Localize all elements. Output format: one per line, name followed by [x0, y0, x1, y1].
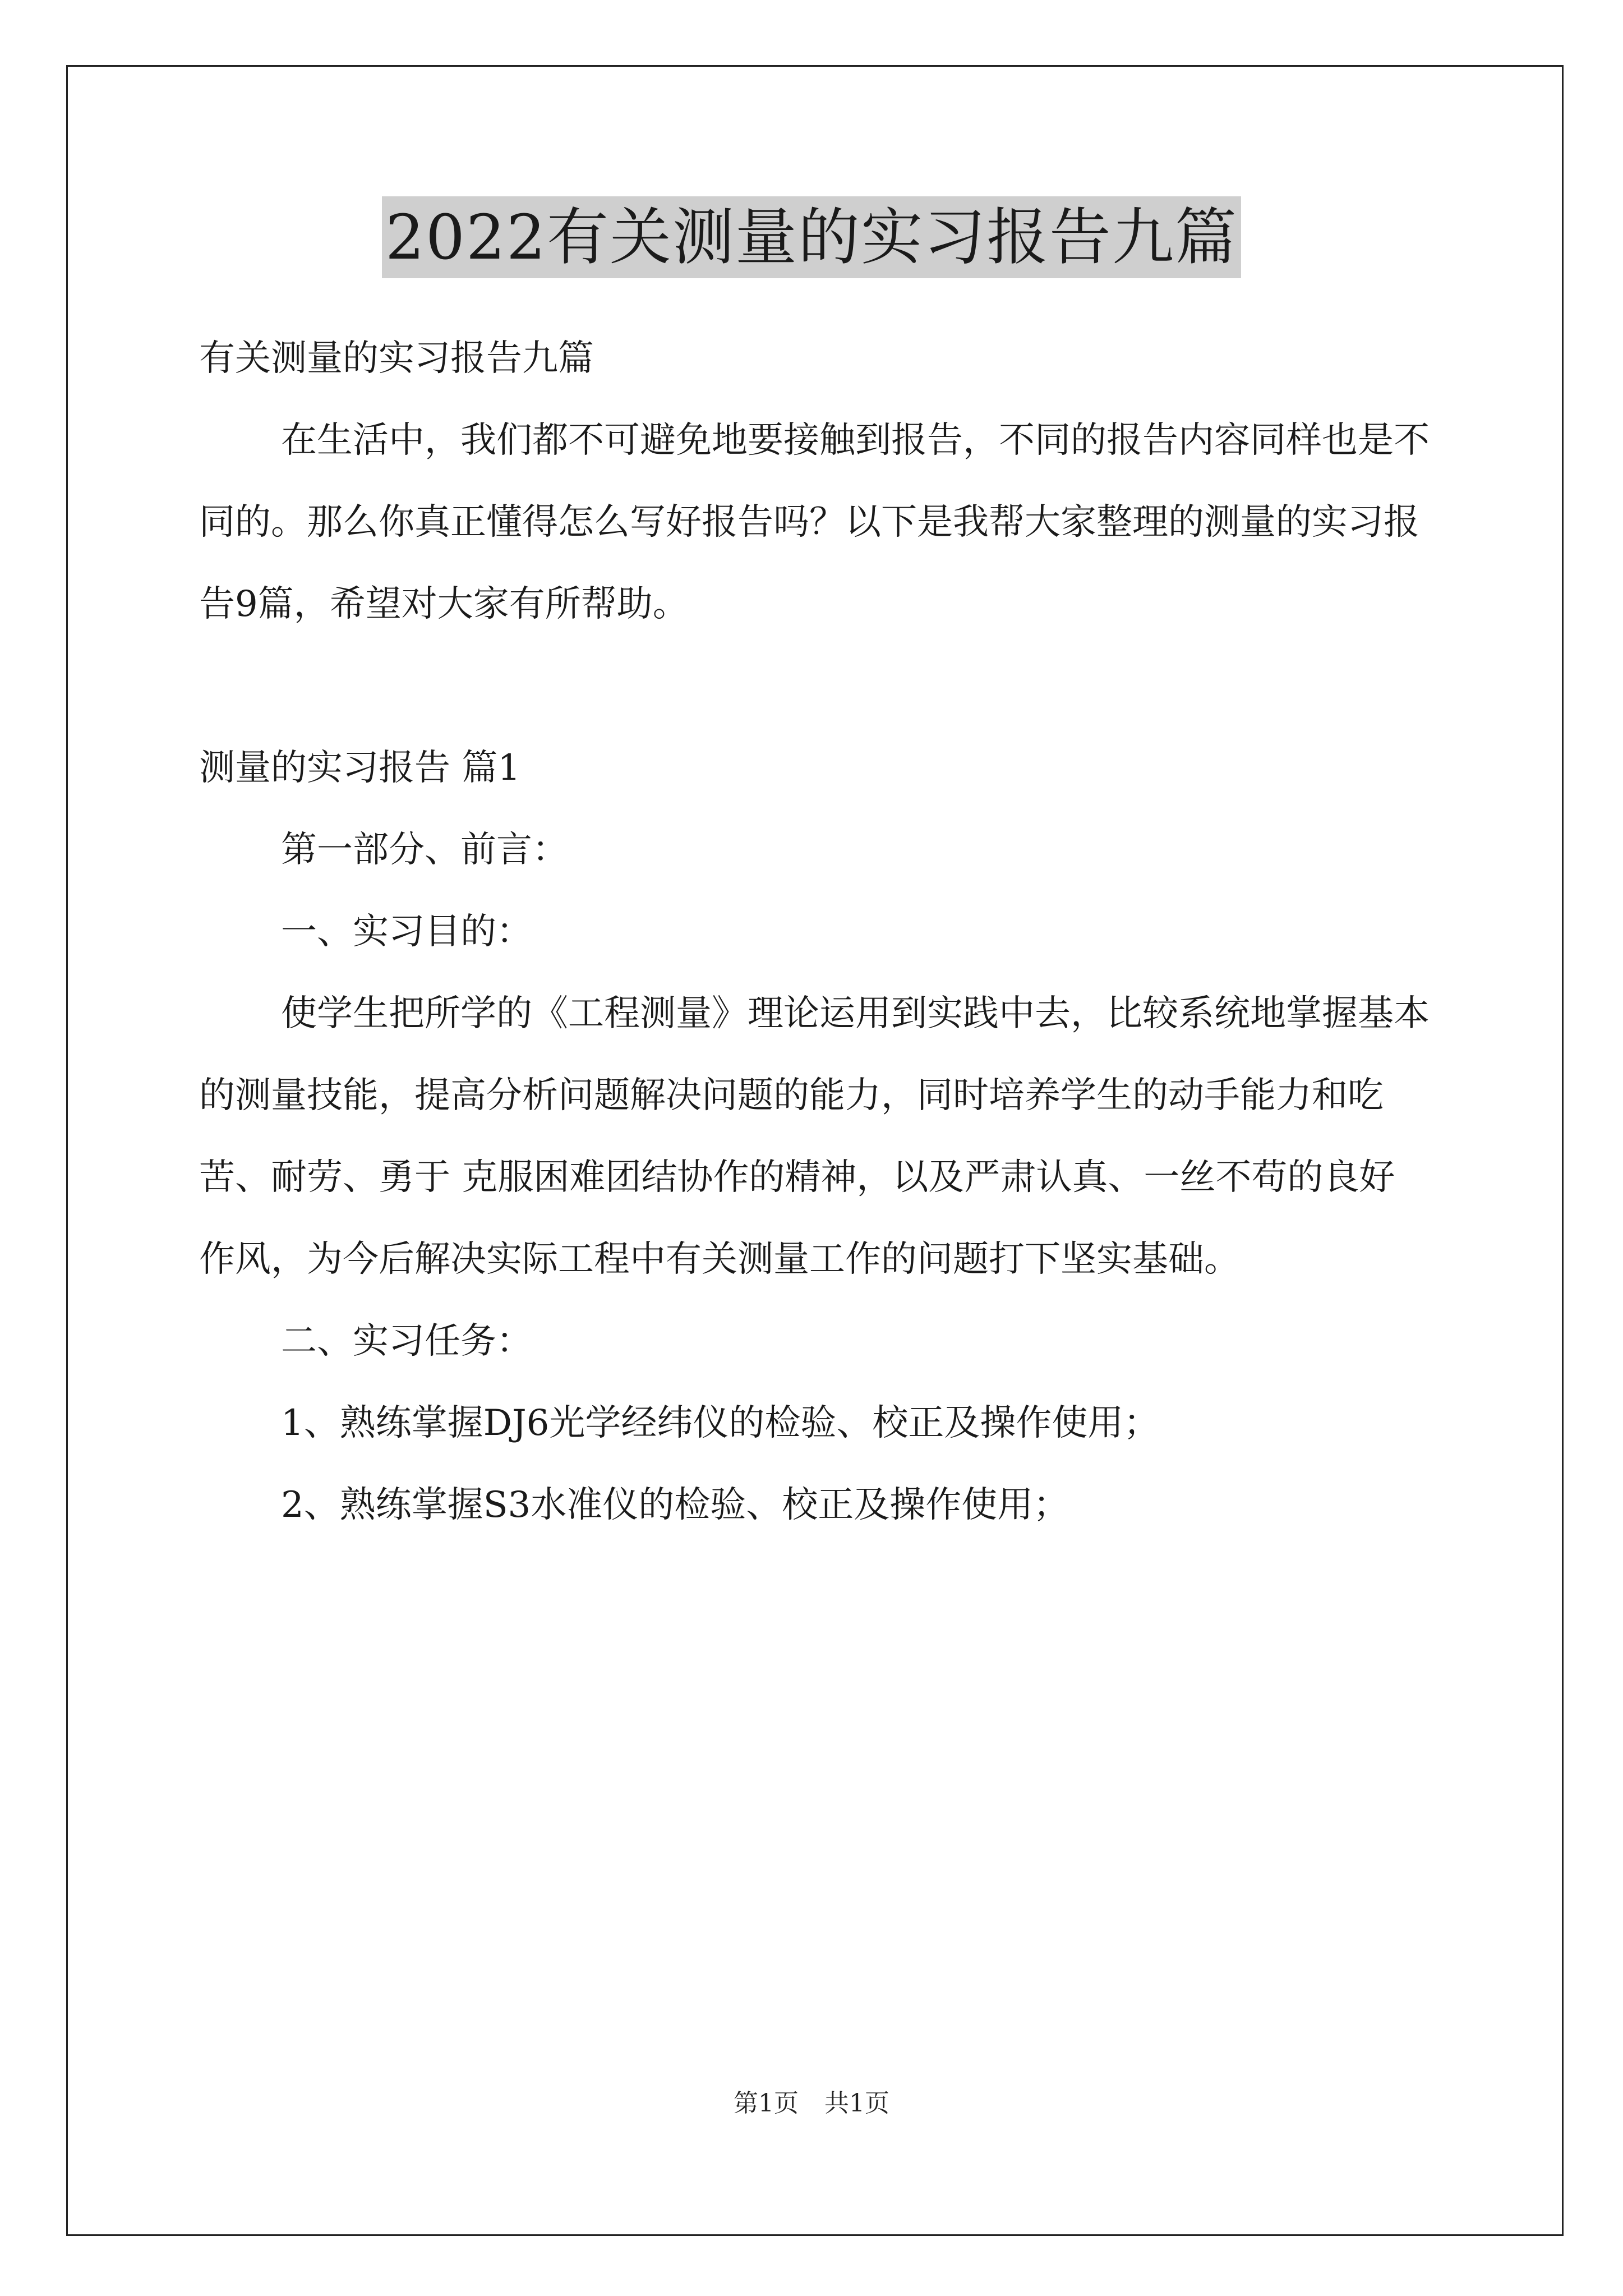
- intro-paragraph: 在生活中，我们都不可避免地要接触到报告，不同的报告内容同样也是不同的。那么你真正懂得怎么写好报告吗？以下是我帮大家整理的测量的实习报告9篇，希望对大家有所帮助。: [199, 420, 1430, 625]
- page-footer: [0, 2087, 1623, 2120]
- tasks-heading: 二、实习任务：: [281, 1320, 532, 1362]
- part-heading: 第一部分、前言：: [281, 829, 568, 871]
- purpose-paragraph: 使学生把所学的《工程测量》理论运用到实践中去，比较系统地掌握基本的测量技能，提高分析问题解决问题的能力，同时培养学生的动手能力和吃苦、耐劳、勇于 克服困难团结协作的精神，以及严肃认真、一丝不苟的良好作风，为今后解决实际工程中有关测量工作的问题打下坚实基础。: [199, 993, 1430, 1280]
- document-body: [199, 318, 1430, 1546]
- task-item-1: 1、熟练掌握DJ6光学经纬仪的检验、校正及操作使用；: [281, 1402, 1160, 1444]
- subtitle-paragraph: 有关测量的实习报告九篇: [199, 338, 594, 379]
- title-container: [0, 196, 1623, 278]
- section-heading: 测量的实习报告 篇1: [199, 747, 521, 789]
- page-number-total: 共1页: [824, 2089, 889, 2118]
- task-item-2: 2、熟练掌握S3水准仪的检验、校正及操作使用；: [281, 1484, 1069, 1526]
- purpose-heading: 一、实习目的：: [281, 911, 532, 953]
- page-number-current: 第1页: [734, 2089, 799, 2118]
- document-title: 2022有关测量的实习报告九篇: [382, 196, 1241, 278]
